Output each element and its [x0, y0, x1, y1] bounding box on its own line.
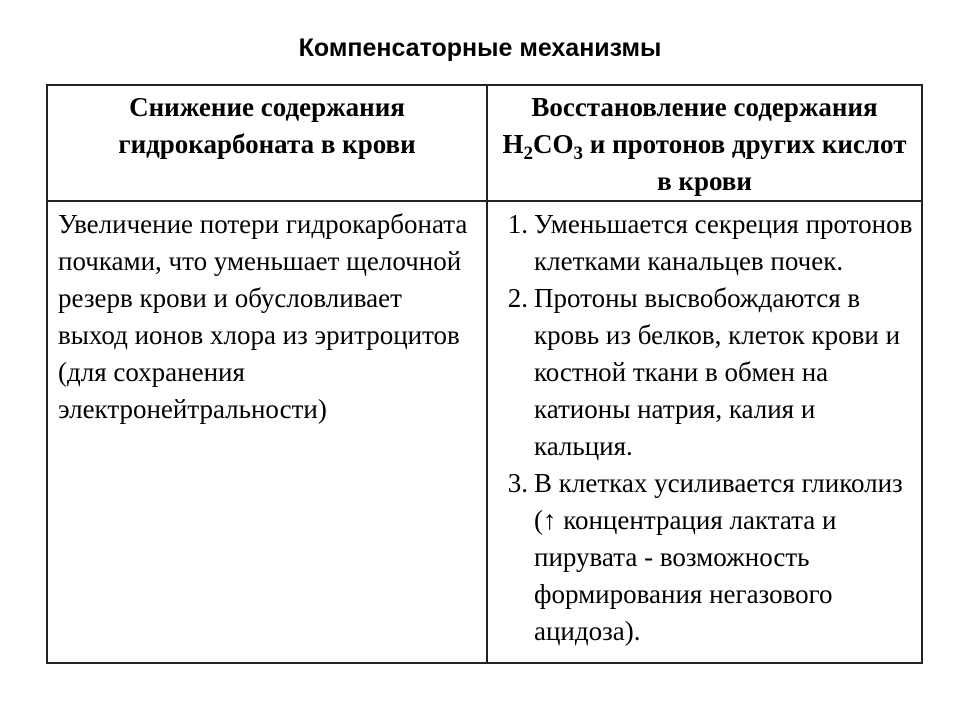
list-item-number: 1.: [507, 209, 528, 239]
formula-subscript-2: 2: [523, 143, 534, 164]
list-item-number: 2.: [507, 283, 528, 313]
list-item-text: Уменьшается секреция протонов клетками канальцев почек.: [534, 209, 913, 276]
table-header-row: [47, 85, 922, 201]
bicarbonate-decrease-text: Увеличение потери гидрокарбоната почками, что уменьшает щелочной резерв крови и обусловливает выход ионов хлора из эритроцитов (для сохранения электронейтральности): [47, 201, 487, 663]
header-line-1: Восстановление содержания: [531, 92, 878, 122]
list-item: [493, 206, 913, 280]
list-item-text: Протоны высвобождаются в кровь из белков, клеток крови и костной ткани в обмен на катионы натрия, калия и кальция.: [534, 283, 901, 461]
acid-restoration-list: [487, 201, 922, 663]
compensatory-mechanisms-table: [46, 84, 923, 664]
formula-subscript-3: 3: [573, 143, 584, 164]
list-item-text: В клетках усиливается гликолиз (↑ концентрация лактата и пирувата - возможность формирования негазового ацидоза).: [534, 468, 903, 646]
formula-h: H: [502, 129, 524, 159]
list-item: [493, 465, 913, 650]
list-item: [493, 280, 913, 465]
column-header-acid-restoration: [487, 85, 922, 201]
column-header-bicarbonate-decrease: Снижение содержания гидрокарбоната в крови: [47, 85, 487, 201]
list-item-number: 3.: [507, 468, 528, 498]
table-body-row: [47, 201, 922, 663]
page-title: Компенсаторные механизмы: [298, 34, 662, 62]
header-line-rest: и протонов других кислот в крови: [583, 129, 907, 196]
formula-co: CO: [533, 129, 574, 159]
